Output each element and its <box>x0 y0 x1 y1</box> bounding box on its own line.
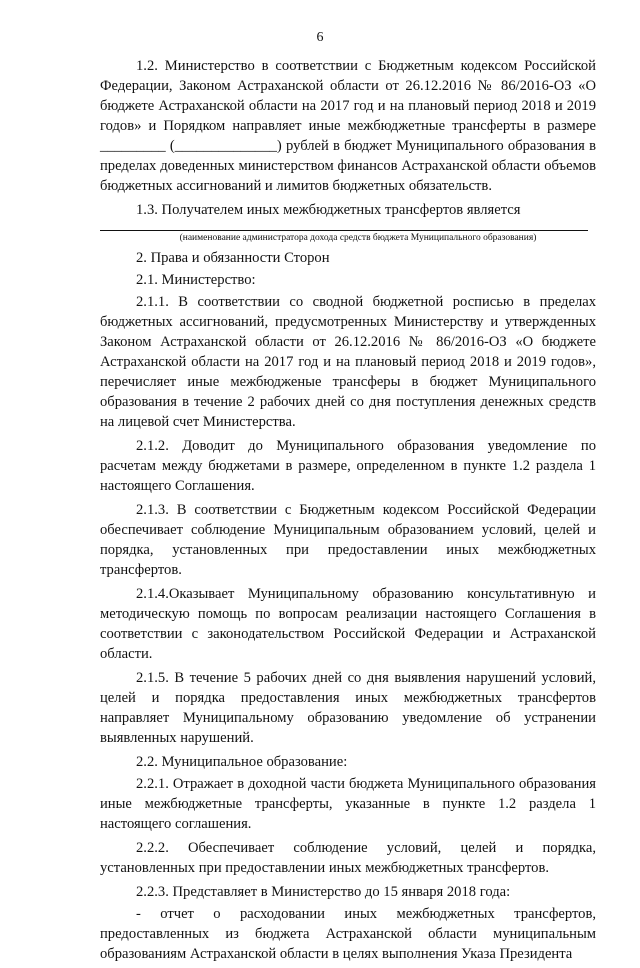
page-number: 6 <box>316 30 324 45</box>
paragraph-2-2-2: 2.2.2. Обеспечивает соблюдение условий, целей и порядка, установленных при предоставлении иных межбюджетных трансфертов. <box>100 840 596 876</box>
recipient-caption: (наименование администратора дохода средств бюджета Муниципального образования) <box>179 233 537 243</box>
paragraph-2-2-1: 2.2.1. Отражает в доходной части бюджета Муниципального образования иные межбюджетные трансферты, указанные в пункте 1.2 раздела 1 настоящего соглашения. <box>100 776 596 832</box>
paragraph-2-1-1: 2.1.1. В соответствии со сводной бюджетной росписью в пределах бюджетных ассигнований, предусмотренных Министерству и утвержденных Законом Астраханской области от 26.12.2016 № 86/2016-ОЗ «О бюджете Астраханской области на 2017 год и на плановый период 2018 и 2019 годов», перечисляет иные межбюдженые трансферы в бюджет Муниципального образования в течение 2 рабочих дней со дня поступления денежных средств на лицевой счет Министерства. <box>100 294 596 430</box>
paragraph-2-1-5: 2.1.5. В течение 5 рабочих дней со дня выявления нарушений условий, целей и порядка предоставления иных межбюджетных трансфертов направляет Муниципальному образованию уведомление об устранении выявленных нарушений. <box>100 670 596 746</box>
paragraph-1-2: 1.2. Министерство в соответствии с Бюджетным кодексом Российской Федерации, Законом Астраханской области от 26.12.2016 № 86/2016-ОЗ «О бюджете Астраханской области на 2017 год и на плановый период 2018 и 2019 годов» и Порядком направляет иные межбюджетные трансферты в размере _________ (______________) рублей в бюджет Муниципального образования в пределах доведенных министерством финансов Астраханской области объемов бюджетных ассигнований и лимитов бюджетных обязательств. <box>100 58 596 194</box>
paragraph-2-2-3: 2.2.3. Представляет в Министерство до 15 января 2018 года: <box>136 884 511 900</box>
document-body <box>100 56 596 968</box>
section-2-2-heading: 2.2. Муниципальное образование: <box>136 754 348 770</box>
recipient-fill-line <box>100 220 588 231</box>
section-2-heading: 2. Права и обязанности Сторон <box>136 250 330 266</box>
paragraph-1-3: 1.3. Получателем иных межбюджетных трансфертов является <box>136 202 521 218</box>
paragraph-2-1-4: 2.1.4.Оказывает Муниципальному образованию консультативную и методическую помощь по вопросам реализации настоящего Соглашения в соответствии с законодательством Российской Федерации и Астраханской области. <box>100 586 596 662</box>
paragraph-2-1-2: 2.1.2. Доводит до Муниципального образования уведомление по расчетам между бюджетами в размере, определенном в пункте 1.2 раздела 1 настоящего Соглашения. <box>100 438 596 494</box>
section-2-1-heading: 2.1. Министерство: <box>136 272 256 288</box>
paragraph-2-1-3: 2.1.3. В соответствии с Бюджетным кодексом Российской Федерации обеспечивает соблюдение Муниципальным образованием условий, целей и порядка, установленных при предоставлении иных межбюджетных трансфертов. <box>100 502 596 578</box>
paragraph-2-2-3-item: - отчет о расходовании иных межбюджетных трансфертов, предоставленных из бюджета Астраханской области муниципальным образованиям Астраханской области в целях выполнения Указа Президента <box>100 906 596 962</box>
